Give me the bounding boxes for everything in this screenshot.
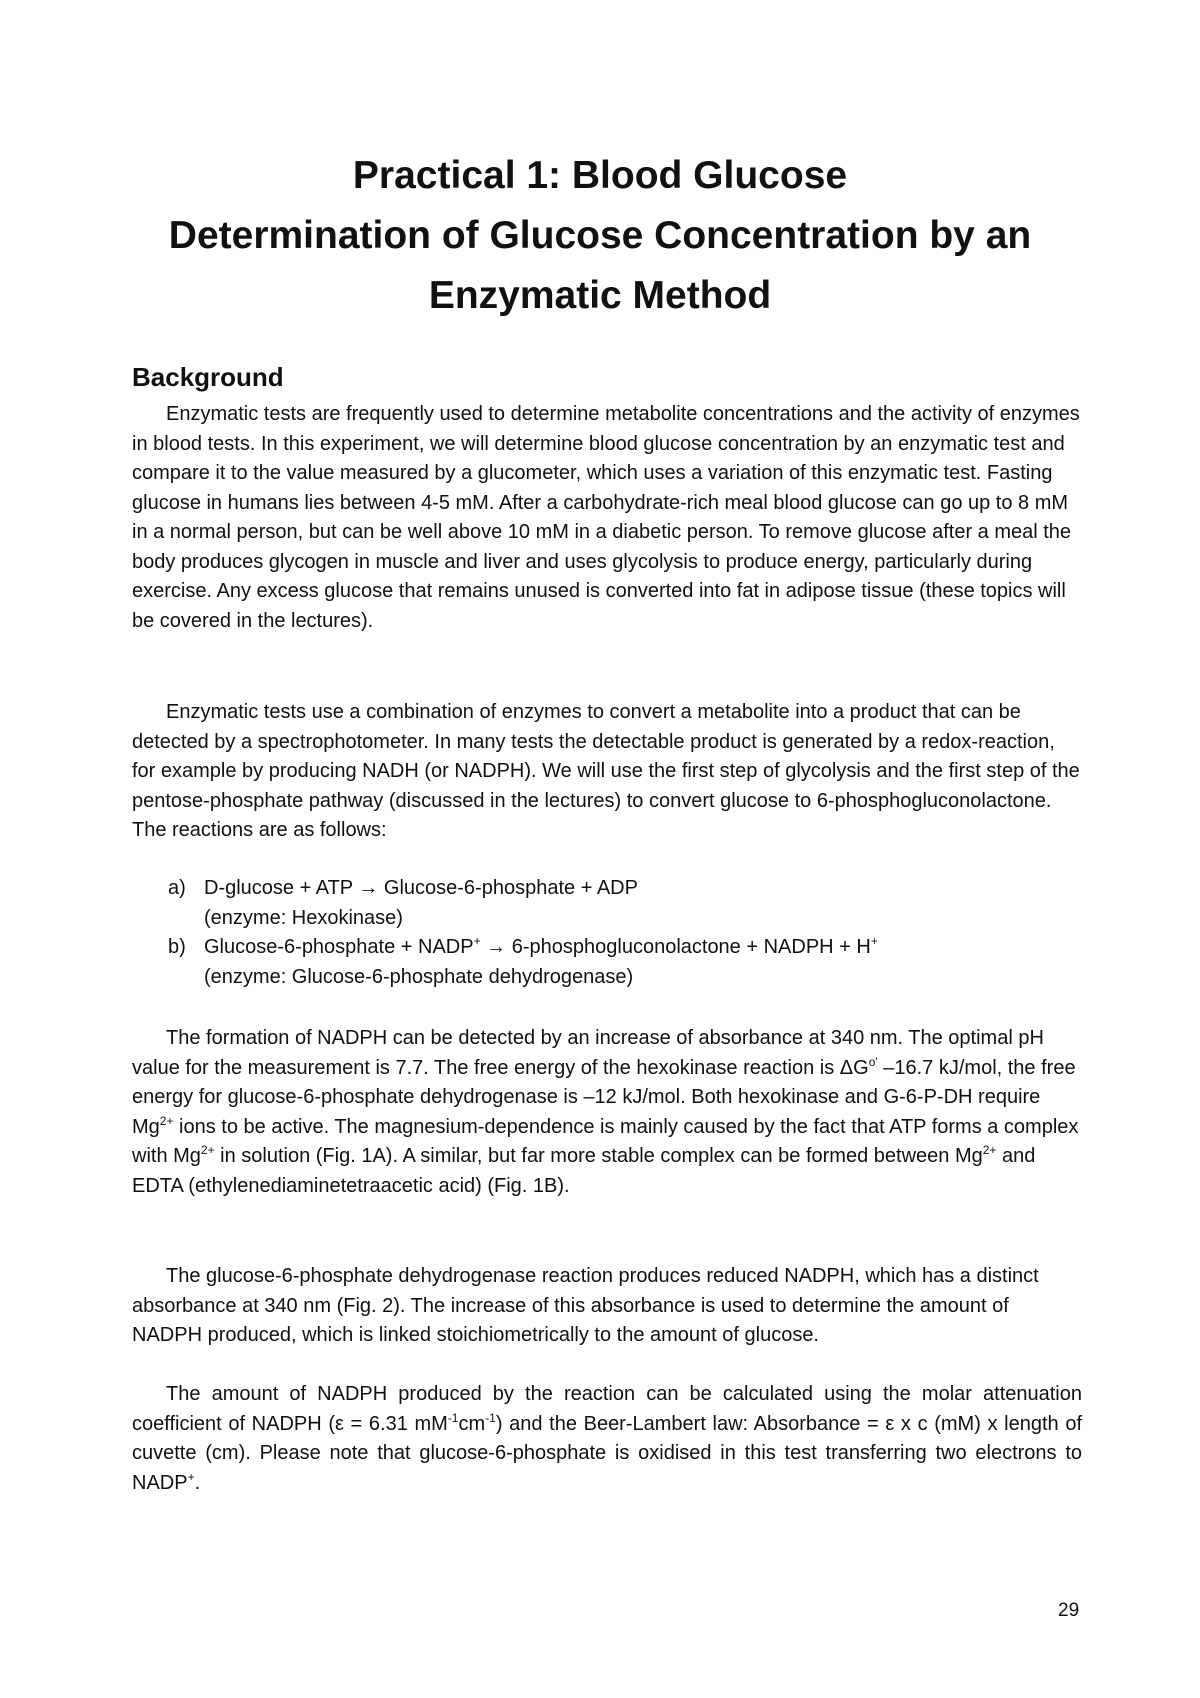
- list-marker: a): [168, 877, 186, 899]
- list-marker: b): [168, 936, 186, 958]
- paragraph-nadph-formation: The formation of NADPH can be detected by an increase of absorbance at 340 nm. The optimal pH value for the measurement is 7.7. The free energy of the hexokinase reaction is $\Delta G^{o'}$ –16.7 kJ/mol, the free energy for glucose-6-phosphate dehydrogenase is –12 kJ/mol. Both hexokinase and G-6-P-DH require $Mg^{2+}$ ions to be active. The magnesium-dependence is mainly caused by the fact that ATP forms a complex with $Mg^{2+}$ in solution (Fig. 1A). A similar, but far more stable complex can be formed between $Mg^{2+}$ and EDTA (ethylenediaminetetraacetic acid) (Fig. 1B).: [132, 1027, 1079, 1197]
- arrow-right-icon: →: [480, 936, 512, 958]
- title-line-2: Determination of Glucose Concentration by an: [168, 214, 1032, 257]
- reaction-enzyme: (enzyme: Glucose-6-phosphate dehydrogenase): [204, 965, 634, 988]
- reaction-list: [132, 874, 1082, 992]
- title-line-3: Enzymatic Method: [428, 274, 772, 317]
- arrow-right-icon: →: [358, 877, 379, 899]
- page-number: 29: [1058, 1600, 1080, 1621]
- reaction-equation: Glucose-6-phosphate + NADP+ → 6-phosphogluconolactone + NADPH + H+: [204, 934, 878, 958]
- paragraph-intro: Enzymatic tests are frequently used to determine metabolite concentrations and the activity of enzymes in blood tests. In this experiment, we will determine blood glucose concentration by an enzymatic test and compare it to the value measured by a glucometer, which uses a variation of this enzymatic test. Fasting glucose in humans lies between 4-5 mM. After a carbohydrate-rich meal blood glucose can go up to 8 mM in a normal person, but can be well above 10 mM in a diabetic person. To remove glucose after a meal the body produces glycogen in muscle and liver and uses glycolysis to produce energy, particularly during exercise. Any excess glucose that remains unused is converted into fat in adipose tissue (these topics will be covered in the lectures).: [132, 403, 1080, 632]
- paragraph-absorbance: The glucose-6-phosphate dehydrogenase reaction produces reduced NADPH, which has a distinct absorbance at 340 nm (Fig. 2). The increase of this absorbance is used to determine the amount of NADPH produced, which is linked stoichiometrically to the amount of glucose.: [132, 1265, 1039, 1346]
- reaction-enzyme: (enzyme: Hexokinase): [204, 906, 403, 929]
- paragraph-beer-lambert: The amount of NADPH produced by the reaction can be calculated using the molar attenuation coefficient of NADPH (ε = 6.31 $mM^{-1}cm^{-1}$) and the Beer-Lambert law: Absorbance = ε x c (mM) x length of cuvette (cm). Please note that glucose-6-phosphate is oxidised in this test transferring two electrons to NADP+.: [132, 1383, 1083, 1494]
- background-heading: Background: [132, 362, 284, 392]
- reaction-item-b: [132, 933, 1082, 992]
- title-line-1: Practical 1: Blood Glucose: [352, 154, 848, 197]
- reaction-equation: D-glucose + ATP → Glucose-6-phosphate + ADP: [204, 877, 638, 899]
- paragraph-enzymatic-tests: Enzymatic tests use a combination of enzymes to convert a metabolite into a product that can be detected by a spectrophotometer. In many tests the detectable product is generated by a redox-reaction, for example by producing NADH (or NADPH). We will use the first step of glycolysis and the first step of the pentose-phosphate pathway (discussed in the lectures) to convert glucose to 6-phosphogluconolactone. The reactions are as follows:: [132, 701, 1080, 841]
- reaction-item-a: [132, 874, 1082, 933]
